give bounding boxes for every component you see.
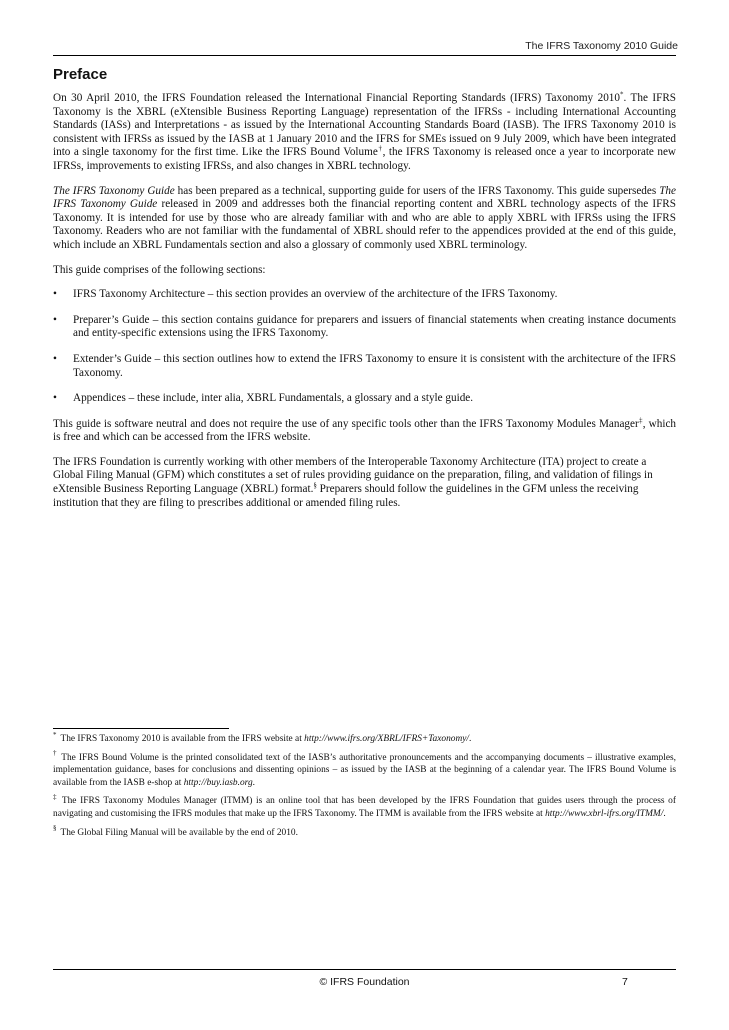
paragraph-gfm: The IFRS Foundation is currently working with other members of the Interoperable Taxonomy Architecture (ITA) project to create a Global Filing Manual (GFM) which constitutes a set of rules providing guidance on the preparation, filing, and validation of filings in eXtensible Business Reporting Language (XBRL) format.§ Preparers should follow the guidelines in the GFM unless the receiving institution that they are filing to prescribes additional or amended filing rules. (53, 455, 653, 509)
paragraph-software-neutral: This guide is software neutral and does not require the use of any specific tools other than the IFRS Taxonomy Modules Manager‡, which is free and which can be accessed from the IFRS website. (53, 415, 677, 444)
footnote-ref-3[interactable]: ‡ (638, 415, 643, 424)
footer-rule (53, 969, 676, 970)
bullet-icon: • (53, 313, 57, 326)
page-number: 7 (622, 976, 628, 988)
footnote-rule (53, 728, 229, 729)
footnote: * The IFRS Taxonomy 2010 is available from the IFRS website at http://www.ifrs.org/XBRL/IFRS+Taxonomy/. (53, 730, 472, 744)
running-header: The IFRS Taxonomy 2010 Guide (525, 40, 678, 52)
paragraph-guide-purpose: The IFRS Taxonomy Guide has been prepared as a technical, supporting guide for users of the IFRS Taxonomy. This guide supersedes The IFRS Taxonomy Guide released in 2009 and addresses both the financial reporting content and XBRL technology aspects of the IFRS Taxonomy. It is intended for use by those who are already familiar with and who are able to apply XBRL with IFRSs using the IFRS Taxonomy. Readers who are not familiar with the fundamental of XBRL should refer to the appendices provided at the end of this guide, which include an XBRL Fundamentals section and also a glossary of commonly used XBRL terminology. (53, 184, 676, 251)
paragraph-intro: On 30 April 2010, the IFRS Foundation released the International Financial Reporting Standards (IFRS) Taxonomy 2010*. The IFRS Taxonomy is the XBRL (eXtensible Business Reporting Language) representation of the IFRSs - including International Accounting Standards (IASs) and Interpretations - as issued by the International Accounting Standards Board (IASB). The IFRS Taxonomy 2010 is consistent with IFRSs as issued by the IASB at 1 January 2010 and the IFRS for SMEs issued on 9 July 2009, which have been integrated into a single taxonomy for the first time. Like the IFRS Bound Volume†, the IFRS Taxonomy is released once a year to incorporate new IFRSs, improvements to existing IFRSs, and also changes in XBRL technology. (53, 90, 677, 172)
list-item: • Preparer’s Guide – this section contains guidance for preparers and issuers of financial statements when creating instance documents and entity-specific extensions using the IFRS Taxonomy. (53, 313, 676, 340)
bullet-icon: • (53, 352, 57, 365)
footer-copyright: © IFRS Foundation (319, 976, 410, 988)
section-heading: Preface (53, 66, 108, 83)
footnote: ‡ The IFRS Taxonomy Modules Manager (ITMM) is an online tool that has been developed by the IFRS Foundation that guides users through the process of navigating and customising the IFRS modules that make up the IFRS Taxonomy. The ITMM is available from the IFRS website at http://www.xbrl-ifrs.org/ITMM/. (53, 793, 676, 819)
header-rule (53, 55, 676, 56)
footnote-link[interactable]: http://www.ifrs.org/XBRL/IFRS+Taxonomy/ (304, 734, 470, 744)
footnote-ref-2[interactable]: † (377, 144, 383, 153)
sections-list (53, 288, 676, 406)
footnote-ref-1[interactable]: * (619, 90, 624, 99)
footnote: § The Global Filing Manual will be available by the end of 2010. (53, 824, 298, 838)
list-item: • Extender’s Guide – this section outlines how to extend the IFRS Taxonomy to ensure it is consistent with the architecture of the IFRS Taxonomy. (53, 352, 676, 379)
footnote-link[interactable]: http://buy.iasb.org (183, 777, 253, 788)
list-item: • Appendices – these include, inter alia, XBRL Fundamentals, a glossary and a style guide. (53, 392, 474, 405)
list-item: • IFRS Taxonomy Architecture – this section provides an overview of the architecture of the IFRS Taxonomy. (53, 288, 558, 301)
footnote: † The IFRS Bound Volume is the printed consolidated text of the IASB’s authoritative pronouncements and the accompanying documents – illustrative examples, implementation guidance, bases for conclusions and dissenting opinions – as issued by the IASB at the beginning of a calendar year. The IFRS Bound Volume is available from the IASB e-shop at http://buy.iasb.org. (53, 749, 676, 788)
paragraph-sections-intro: This guide comprises of the following sections: (53, 263, 266, 276)
footnotes (53, 730, 676, 845)
footnote-link[interactable]: http://www.xbrl-ifrs.org/ITMM/ (545, 808, 664, 819)
bullet-icon: • (53, 392, 57, 405)
bullet-icon: • (53, 288, 57, 301)
footnote-ref-4[interactable]: § (313, 481, 317, 490)
page-body (53, 64, 676, 521)
